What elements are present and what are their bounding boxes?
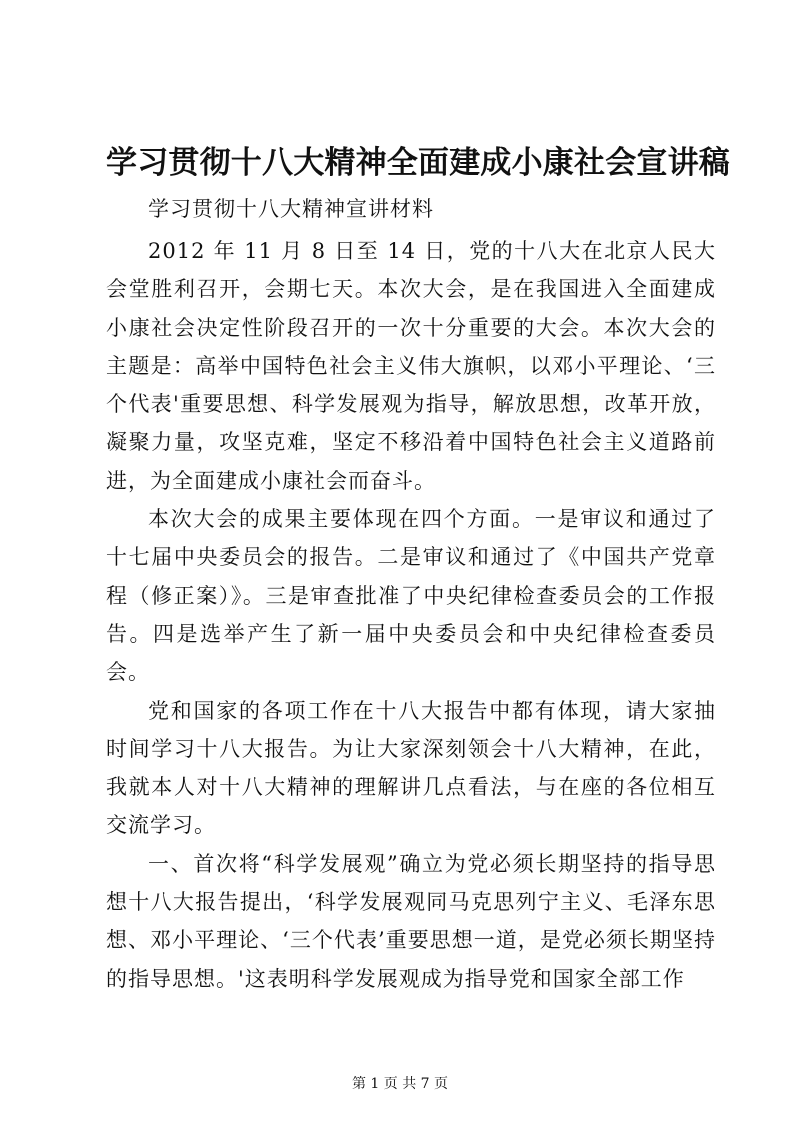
- page-number-footer: 第 1 页 共 7 页: [351, 1076, 449, 1092]
- paragraph-scientific-development: 一、首次将“科学发展观”确立为党必须长期坚持的指导思想十八大报告提出，‘科学发展观同马克思列宁主义、毛泽东思想、邓小平理论、‘三个代表’重要思想一道，是党必须长期坚持的指导思想。'这表明科学发展观成为指导党和国家全部工作: [106, 851, 716, 991]
- paragraph-congress-results: 本次大会的成果主要体现在四个方面。一是审议和通过了十七届中央委员会的报告。二是审议和通过了《中国共产党章程（修正案）》。三是审查批准了中央纪律检查委员会的工作报告。四是选举产生了新一届中央委员会和中央纪律检查委员会。: [106, 507, 716, 685]
- paragraph-study-invitation: 党和国家的各项工作在十八大报告中都有体现，请大家抽时间学习十八大报告。为让大家深刻领会十八大精神，在此，我就本人对十八大精神的理解讲几点看法，与在座的各位相互交流学习。: [106, 698, 716, 838]
- document-subtitle: 学习贯彻十八大精神宣讲材料: [148, 197, 434, 221]
- document-title: 学习贯彻十八大精神全面建成小康社会宣讲稿: [106, 145, 730, 181]
- paragraph-congress-overview: 2012 年 11 月 8 日至 14 日，党的十八大在北京人民大会堂胜利召开，会期七天。本次大会，是在我国进入全面建成小康社会决定性阶段召开的一次十分重要的大会。本次大会的主题是：高举中国特色社会主义伟大旗帜，以邓小平理论、‘三个代表'重要思想、科学发展观为指导，解放思想，改革开放，凝聚力量，攻坚克难，坚定不移沿着中国特色社会主义道路前进，为全面建成小康社会而奋斗。: [106, 239, 716, 493]
- document-body: [106, 232, 716, 998]
